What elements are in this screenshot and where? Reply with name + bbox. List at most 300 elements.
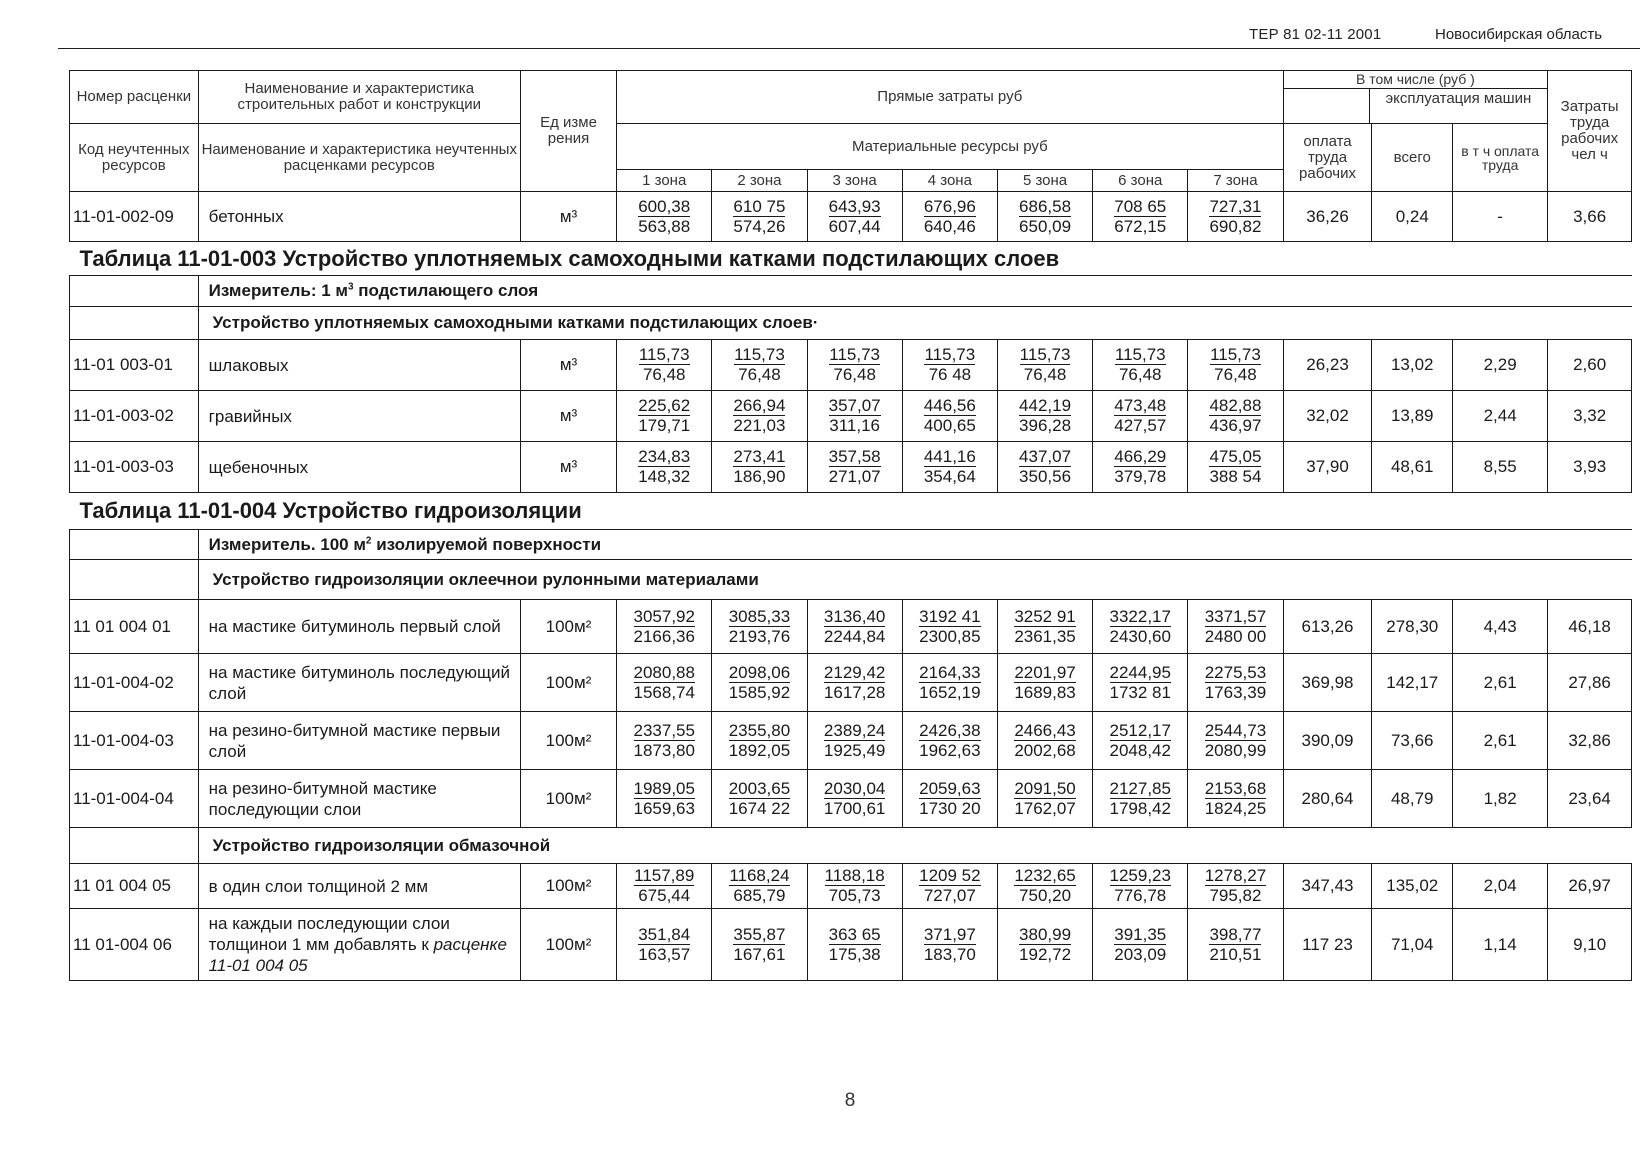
labor-hours: 3,93: [1548, 442, 1632, 493]
rate-code: 11-01-003-02: [70, 391, 199, 442]
zone-price: [902, 654, 997, 712]
price-total: 676,96: [923, 196, 976, 216]
price-total: 1232,65: [1014, 866, 1076, 885]
zone-price: [902, 909, 997, 981]
price-total: 2244,95: [1109, 662, 1171, 682]
price-total: 441,16: [923, 447, 976, 466]
price-total: 3252 91: [1014, 606, 1076, 626]
zone-price: [997, 654, 1092, 712]
labor-hours: 46,18: [1548, 600, 1632, 654]
price-materials: 2361,35: [1014, 626, 1076, 646]
zone-price: [807, 770, 902, 828]
zone-price: [712, 192, 807, 242]
price-materials: 76,48: [738, 365, 781, 384]
rate-name: бетонных: [198, 192, 520, 242]
price-materials: 2002,68: [1014, 740, 1076, 760]
price-total: 2512,17: [1109, 720, 1171, 740]
unit: м³: [520, 340, 616, 391]
price-materials: 379,78: [1114, 467, 1167, 486]
price-total: 273,41: [733, 447, 786, 466]
header-row-1: [70, 71, 1632, 124]
price-materials: 76,48: [1214, 365, 1257, 384]
col-header-kod: Код неучтенных ресурсов: [70, 124, 199, 192]
subsection-title: Устройство гидроизоляции оклеечнои рулонными материалами: [198, 560, 1631, 600]
price-total: 2098,06: [728, 662, 791, 682]
machines-total: 13,02: [1372, 340, 1453, 391]
price-materials: 1689,83: [1014, 682, 1076, 702]
price-total: 2127,85: [1109, 778, 1171, 798]
zone-price: [1188, 340, 1283, 391]
price-materials: 574,26: [733, 216, 786, 236]
col-header-nomer: Номер расценки: [70, 71, 199, 124]
zone-price: [807, 864, 902, 909]
machines-pay: 8,55: [1453, 442, 1548, 493]
subsection-title: Устройство уплотняемых самоходными катками подстилающих слоев·: [198, 307, 1631, 340]
price-materials: 672,15: [1114, 216, 1167, 236]
price-total: 371,97: [923, 924, 976, 944]
price-total: 3085,33: [728, 606, 791, 626]
zone-price: [1093, 770, 1188, 828]
zone-header: 7 зона: [1188, 170, 1283, 192]
machines-pay: 2,04: [1453, 864, 1548, 909]
labor-hours: 32,86: [1548, 712, 1632, 770]
price-materials: 685,79: [733, 886, 786, 905]
price-total: 115,73: [1114, 345, 1166, 364]
price-total: 600,38: [638, 196, 691, 216]
price-materials: 221,03: [733, 416, 786, 435]
zone-price: [997, 909, 1092, 981]
machines-total: 48,61: [1372, 442, 1453, 493]
labor-pay: 26,23: [1283, 340, 1372, 391]
rate-code: 11 01-004 06: [70, 909, 199, 981]
price-materials: 607,44: [828, 216, 881, 236]
price-total: 266,94: [733, 396, 786, 415]
table-row: [70, 192, 1632, 242]
section-title-row: [70, 242, 1632, 276]
header-rule: [58, 48, 1640, 49]
zone-price: [1188, 600, 1283, 654]
price-total: 2201,97: [1014, 662, 1076, 682]
price-materials: 76 48: [928, 365, 972, 384]
price-total: 2337,55: [633, 720, 695, 740]
price-materials: 400,65: [923, 416, 976, 435]
labor-pay: 36,26: [1283, 192, 1372, 242]
price-total: 446,56: [923, 396, 976, 415]
price-total: 3371,57: [1204, 606, 1267, 626]
table-row: [70, 442, 1632, 493]
price-materials: 2300,85: [919, 626, 981, 646]
zone-price: [1093, 654, 1188, 712]
price-materials: 2480 00: [1204, 626, 1267, 646]
price-table: [69, 70, 1632, 981]
price-total: 1259,23: [1109, 866, 1171, 885]
price-total: 482,88: [1209, 396, 1262, 415]
rate-name: на резино-битумной мастике первыи слой: [198, 712, 520, 770]
zone-header: 6 зона: [1093, 170, 1188, 192]
region-name: Новосибирская область: [1435, 26, 1603, 43]
col-header-total: всего: [1372, 124, 1453, 192]
zone-price: [617, 770, 712, 828]
zone-price: [1188, 442, 1283, 493]
header-row-2: [70, 124, 1632, 170]
zone-price: [1188, 654, 1283, 712]
price-materials: 148,32: [638, 467, 691, 486]
labor-hours: 2,60: [1548, 340, 1632, 391]
zone-price: [997, 391, 1092, 442]
price-total: 380,99: [1019, 924, 1072, 944]
price-total: 3057,92: [633, 606, 695, 626]
price-total: 3192 41: [919, 606, 981, 626]
zone-price: [902, 340, 997, 391]
rate-name: на резино-битумной мастике последующии слои: [198, 770, 520, 828]
price-materials: 76,48: [642, 365, 686, 384]
zone-price: [617, 864, 712, 909]
labor-pay: 347,43: [1283, 864, 1372, 909]
col-header-unit: Ед изме рения: [520, 71, 616, 192]
price-total: 2129,42: [823, 662, 886, 682]
price-materials: 163,57: [638, 944, 691, 964]
col-header-incl: В том числе (руб ): [1284, 71, 1548, 89]
rate-code: 11-01-004-03: [70, 712, 199, 770]
labor-hours: 3,66: [1548, 192, 1632, 242]
subtitle-row: [70, 828, 1632, 864]
meter-row: [70, 276, 1632, 307]
col-header-incl-group: [1283, 71, 1548, 124]
price-materials: 2166,36: [633, 626, 695, 646]
price-total: 391,35: [1114, 924, 1167, 944]
price-materials: 650,09: [1019, 216, 1072, 236]
price-total: 686,58: [1019, 196, 1072, 216]
unit: м³: [520, 391, 616, 442]
zone-price: [712, 654, 807, 712]
price-total: 2544,73: [1204, 720, 1267, 740]
price-total: 610 75: [733, 196, 786, 216]
zone-price: [1093, 909, 1188, 981]
price-total: 115,73: [638, 345, 690, 364]
zone-price: [1188, 909, 1283, 981]
labor-pay: 37,90: [1283, 442, 1372, 493]
price-materials: 175,38: [828, 944, 881, 964]
rate-name: шлаковых: [198, 340, 520, 391]
rate-code: 11-01-004-02: [70, 654, 199, 712]
zone-header: 1 зона: [617, 170, 712, 192]
labor-pay: 369,98: [1283, 654, 1372, 712]
price-total: 2059,63: [919, 778, 981, 798]
machines-pay: 2,29: [1453, 340, 1548, 391]
zone-price: [712, 864, 807, 909]
price-materials: 727,07: [923, 886, 976, 905]
zone-price: [807, 600, 902, 654]
labor-pay: 117 23: [1283, 909, 1372, 981]
price-total: 1989,05: [633, 778, 695, 798]
machines-pay: 4,43: [1453, 600, 1548, 654]
price-total: 2153,68: [1204, 778, 1267, 798]
zone-price: [997, 864, 1092, 909]
subtitle-row: [70, 307, 1632, 340]
machines-pay: 1,14: [1453, 909, 1548, 981]
price-total: 2355,80: [728, 720, 791, 740]
meter-row: [70, 530, 1632, 560]
zone-price: [617, 909, 712, 981]
subtitle-row: [70, 560, 1632, 600]
rate-code: 11-01-002-09: [70, 192, 199, 242]
price-total: 2003,65: [728, 778, 791, 798]
price-materials: 1730 20: [919, 798, 981, 818]
zone-price: [712, 770, 807, 828]
price-total: 234,83: [638, 447, 691, 466]
price-total: 1188,18: [824, 866, 885, 885]
labor-pay: 32,02: [1283, 391, 1372, 442]
price-materials: 2244,84: [823, 626, 886, 646]
zone-price: [807, 712, 902, 770]
table-row: [70, 770, 1632, 828]
price-total: 363 65: [828, 924, 881, 944]
price-total: 225,62: [638, 396, 691, 415]
price-materials: 396,28: [1019, 416, 1072, 435]
price-materials: 311,16: [829, 416, 880, 435]
table-row: [70, 712, 1632, 770]
price-total: 3322,17: [1109, 606, 1171, 626]
price-materials: 690,82: [1209, 216, 1262, 236]
zone-price: [1093, 864, 1188, 909]
price-materials: 1762,07: [1014, 798, 1076, 818]
labor-pay: 280,64: [1283, 770, 1372, 828]
document-code: ТЕР 81 02-11 2001: [1249, 26, 1382, 43]
price-materials: 167,61: [733, 944, 786, 964]
price-materials: 1925,49: [823, 740, 886, 760]
price-materials: 776,78: [1114, 886, 1167, 905]
col-header-name2: Наименование и характеристика неучтенных расценками ресурсов: [198, 124, 520, 192]
labor-hours: 3,32: [1548, 391, 1632, 442]
price-materials: 1763,39: [1204, 682, 1267, 702]
zone-price: [902, 192, 997, 242]
rate-code: 11 01 004 05: [70, 864, 199, 909]
zone-price: [1093, 712, 1188, 770]
price-total: 357,07: [828, 396, 881, 415]
unit: 100м²: [520, 654, 616, 712]
price-materials: 1873,80: [633, 740, 695, 760]
price-materials: 76,48: [1118, 365, 1162, 384]
zone-header: 5 зона: [997, 170, 1092, 192]
zone-price: [902, 712, 997, 770]
price-total: 1278,27: [1204, 866, 1267, 885]
zone-price: [1188, 192, 1283, 242]
labor-hours: 26,97: [1548, 864, 1632, 909]
zone-price: [902, 864, 997, 909]
price-total: 2389,24: [823, 720, 886, 740]
price-materials: 436,97: [1209, 416, 1262, 435]
price-total: 357,58: [828, 447, 881, 466]
price-total: 708 65: [1114, 196, 1167, 216]
price-materials: 640,46: [923, 216, 976, 236]
col-header-machines: эксплуатация машин: [1385, 90, 1532, 107]
price-total: 2080,88: [633, 662, 695, 682]
rate-name: щебеночных: [198, 442, 520, 493]
zone-price: [617, 192, 712, 242]
table-title: Таблица 11-01-003 Устройство уплотняемых самоходными катками подстилающих слоев: [70, 242, 1632, 276]
zone-price: [997, 340, 1092, 391]
unit: 100м²: [520, 909, 616, 981]
zone-header: 4 зона: [902, 170, 997, 192]
machines-pay: 2,61: [1453, 654, 1548, 712]
price-materials: 186,90: [733, 467, 786, 486]
zone-price: [1188, 770, 1283, 828]
price-total: 355,87: [733, 924, 786, 944]
price-materials: 2080,99: [1204, 740, 1267, 760]
machines-total: 73,66: [1372, 712, 1453, 770]
zone-price: [1093, 600, 1188, 654]
col-header-incl-pay: в т ч оплата труда: [1453, 124, 1548, 192]
price-materials: 1617,28: [823, 682, 886, 702]
price-materials: 76,48: [1023, 365, 1067, 384]
unit: 100м²: [520, 864, 616, 909]
price-materials: 183,70: [923, 944, 976, 964]
zone-price: [1188, 391, 1283, 442]
zone-price: [997, 442, 1092, 493]
labor-pay: 613,26: [1283, 600, 1372, 654]
machines-total: 278,30: [1372, 600, 1453, 654]
machines-pay: 1,82: [1453, 770, 1548, 828]
price-materials: 427,57: [1114, 416, 1167, 435]
unit: 100м²: [520, 712, 616, 770]
price-materials: 750,20: [1019, 886, 1072, 905]
section-title-row: [70, 493, 1632, 530]
col-header-labor: Затраты труда рабочих чел ч: [1548, 71, 1632, 192]
table-row: [70, 340, 1632, 391]
price-total: 2091,50: [1014, 778, 1076, 798]
price-total: 437,07: [1019, 447, 1072, 466]
rate-name: гравийных: [198, 391, 520, 442]
table-row: [70, 864, 1632, 909]
price-materials: 1824,25: [1204, 798, 1267, 818]
price-materials: 1798,42: [1109, 798, 1171, 818]
price-materials: 2048,42: [1109, 740, 1171, 760]
price-total: 475,05: [1209, 447, 1262, 466]
unit: м³: [520, 442, 616, 493]
labor-hours: 27,86: [1548, 654, 1632, 712]
rate-code: 11-01 003-01: [70, 340, 199, 391]
price-materials: 271,07: [828, 467, 881, 486]
col-header-materials: Материальные ресурсы руб: [617, 124, 1283, 170]
zone-price: [712, 442, 807, 493]
machines-total: 71,04: [1372, 909, 1453, 981]
zone-price: [902, 442, 997, 493]
page-number: 8: [844, 1090, 856, 1111]
price-total: 115,73: [1019, 345, 1071, 364]
price-total: 115,73: [829, 345, 880, 364]
zone-price: [1188, 864, 1283, 909]
zone-price: [807, 654, 902, 712]
zone-price: [902, 770, 997, 828]
price-total: 2030,04: [823, 778, 886, 798]
zone-price: [1093, 192, 1188, 242]
zone-price: [712, 712, 807, 770]
zone-price: [807, 192, 902, 242]
zone-price: [712, 391, 807, 442]
price-materials: 563,88: [638, 216, 691, 236]
measure-unit: Измеритель: 1 $м^3$ подстилающего слоя: [198, 276, 1631, 307]
rate-code: 11-01-004-04: [70, 770, 199, 828]
zone-price: [617, 391, 712, 442]
zone-price: [807, 391, 902, 442]
rate-code: 11 01 004 01: [70, 600, 199, 654]
price-total: 115,73: [924, 345, 976, 364]
labor-pay: 390,09: [1283, 712, 1372, 770]
zone-price: [712, 909, 807, 981]
zone-price: [617, 442, 712, 493]
price-materials: 1585,92: [728, 682, 791, 702]
col-header-pay: оплата труда рабочих: [1283, 124, 1372, 192]
price-total: 2426,38: [919, 720, 981, 740]
price-materials: 203,09: [1114, 944, 1167, 964]
price-total: 442,19: [1019, 396, 1072, 415]
zone-price: [1093, 391, 1188, 442]
price-materials: 179,71: [638, 416, 691, 435]
table-row: [70, 600, 1632, 654]
machines-pay: 2,61: [1453, 712, 1548, 770]
zone-price: [712, 600, 807, 654]
zone-price: [997, 600, 1092, 654]
zone-price: [807, 909, 902, 981]
machines-pay: 2,44: [1453, 391, 1548, 442]
price-total: 115,73: [734, 345, 785, 364]
price-total: 2466,43: [1014, 720, 1076, 740]
zone-price: [1093, 340, 1188, 391]
unit: м³: [520, 192, 616, 242]
price-materials: 2430,60: [1109, 626, 1171, 646]
price-materials: 795,82: [1209, 886, 1262, 905]
zone-price: [617, 712, 712, 770]
labor-hours: 9,10: [1548, 909, 1632, 981]
price-total: 2164,33: [919, 662, 981, 682]
zone-price: [617, 600, 712, 654]
rate-name: на мастике битуминоль последующий слой: [198, 654, 520, 712]
price-total: 473,48: [1114, 396, 1167, 415]
price-total: 727,31: [1209, 196, 1262, 216]
col-header-name: Наименование и характеристика строительных работ и конструкции: [198, 71, 520, 124]
price-materials: 1674 22: [728, 798, 791, 818]
rate-name: на мастике битуминоль первый слой: [198, 600, 520, 654]
rate-name: на каждыи последующии слои толщинои 1 мм добавлять к расценке 11-01 004 05: [198, 909, 520, 981]
machines-total: 135,02: [1372, 864, 1453, 909]
table-title: Таблица 11-01-004 Устройство гидроизоляции: [70, 493, 1632, 530]
zone-price: [997, 192, 1092, 242]
labor-hours: 23,64: [1548, 770, 1632, 828]
rate-code: 11-01-003-03: [70, 442, 199, 493]
price-materials: 1652,19: [919, 682, 981, 702]
price-materials: 350,56: [1019, 467, 1072, 486]
price-total: 2275,53: [1204, 662, 1267, 682]
price-total: 1168,24: [729, 866, 790, 885]
zone-header: 2 зона: [712, 170, 807, 192]
price-total: 3136,40: [823, 606, 886, 626]
zone-price: [997, 770, 1092, 828]
rate-name-reference: расценке 11-01 004 05: [208, 935, 507, 975]
price-materials: 354,64: [923, 467, 976, 486]
price-total: 115,73: [1210, 345, 1261, 364]
price-total: 643,93: [828, 196, 881, 216]
table-row: [70, 391, 1632, 442]
price-materials: 705,73: [828, 886, 881, 905]
zone-price: [1188, 712, 1283, 770]
zone-price: [807, 340, 902, 391]
price-materials: 388 54: [1209, 467, 1262, 486]
price-total: 398,77: [1209, 924, 1262, 944]
price-materials: 1892,05: [728, 740, 791, 760]
zone-price: [902, 391, 997, 442]
price-materials: 210,51: [1209, 944, 1262, 964]
table-row: [70, 654, 1632, 712]
